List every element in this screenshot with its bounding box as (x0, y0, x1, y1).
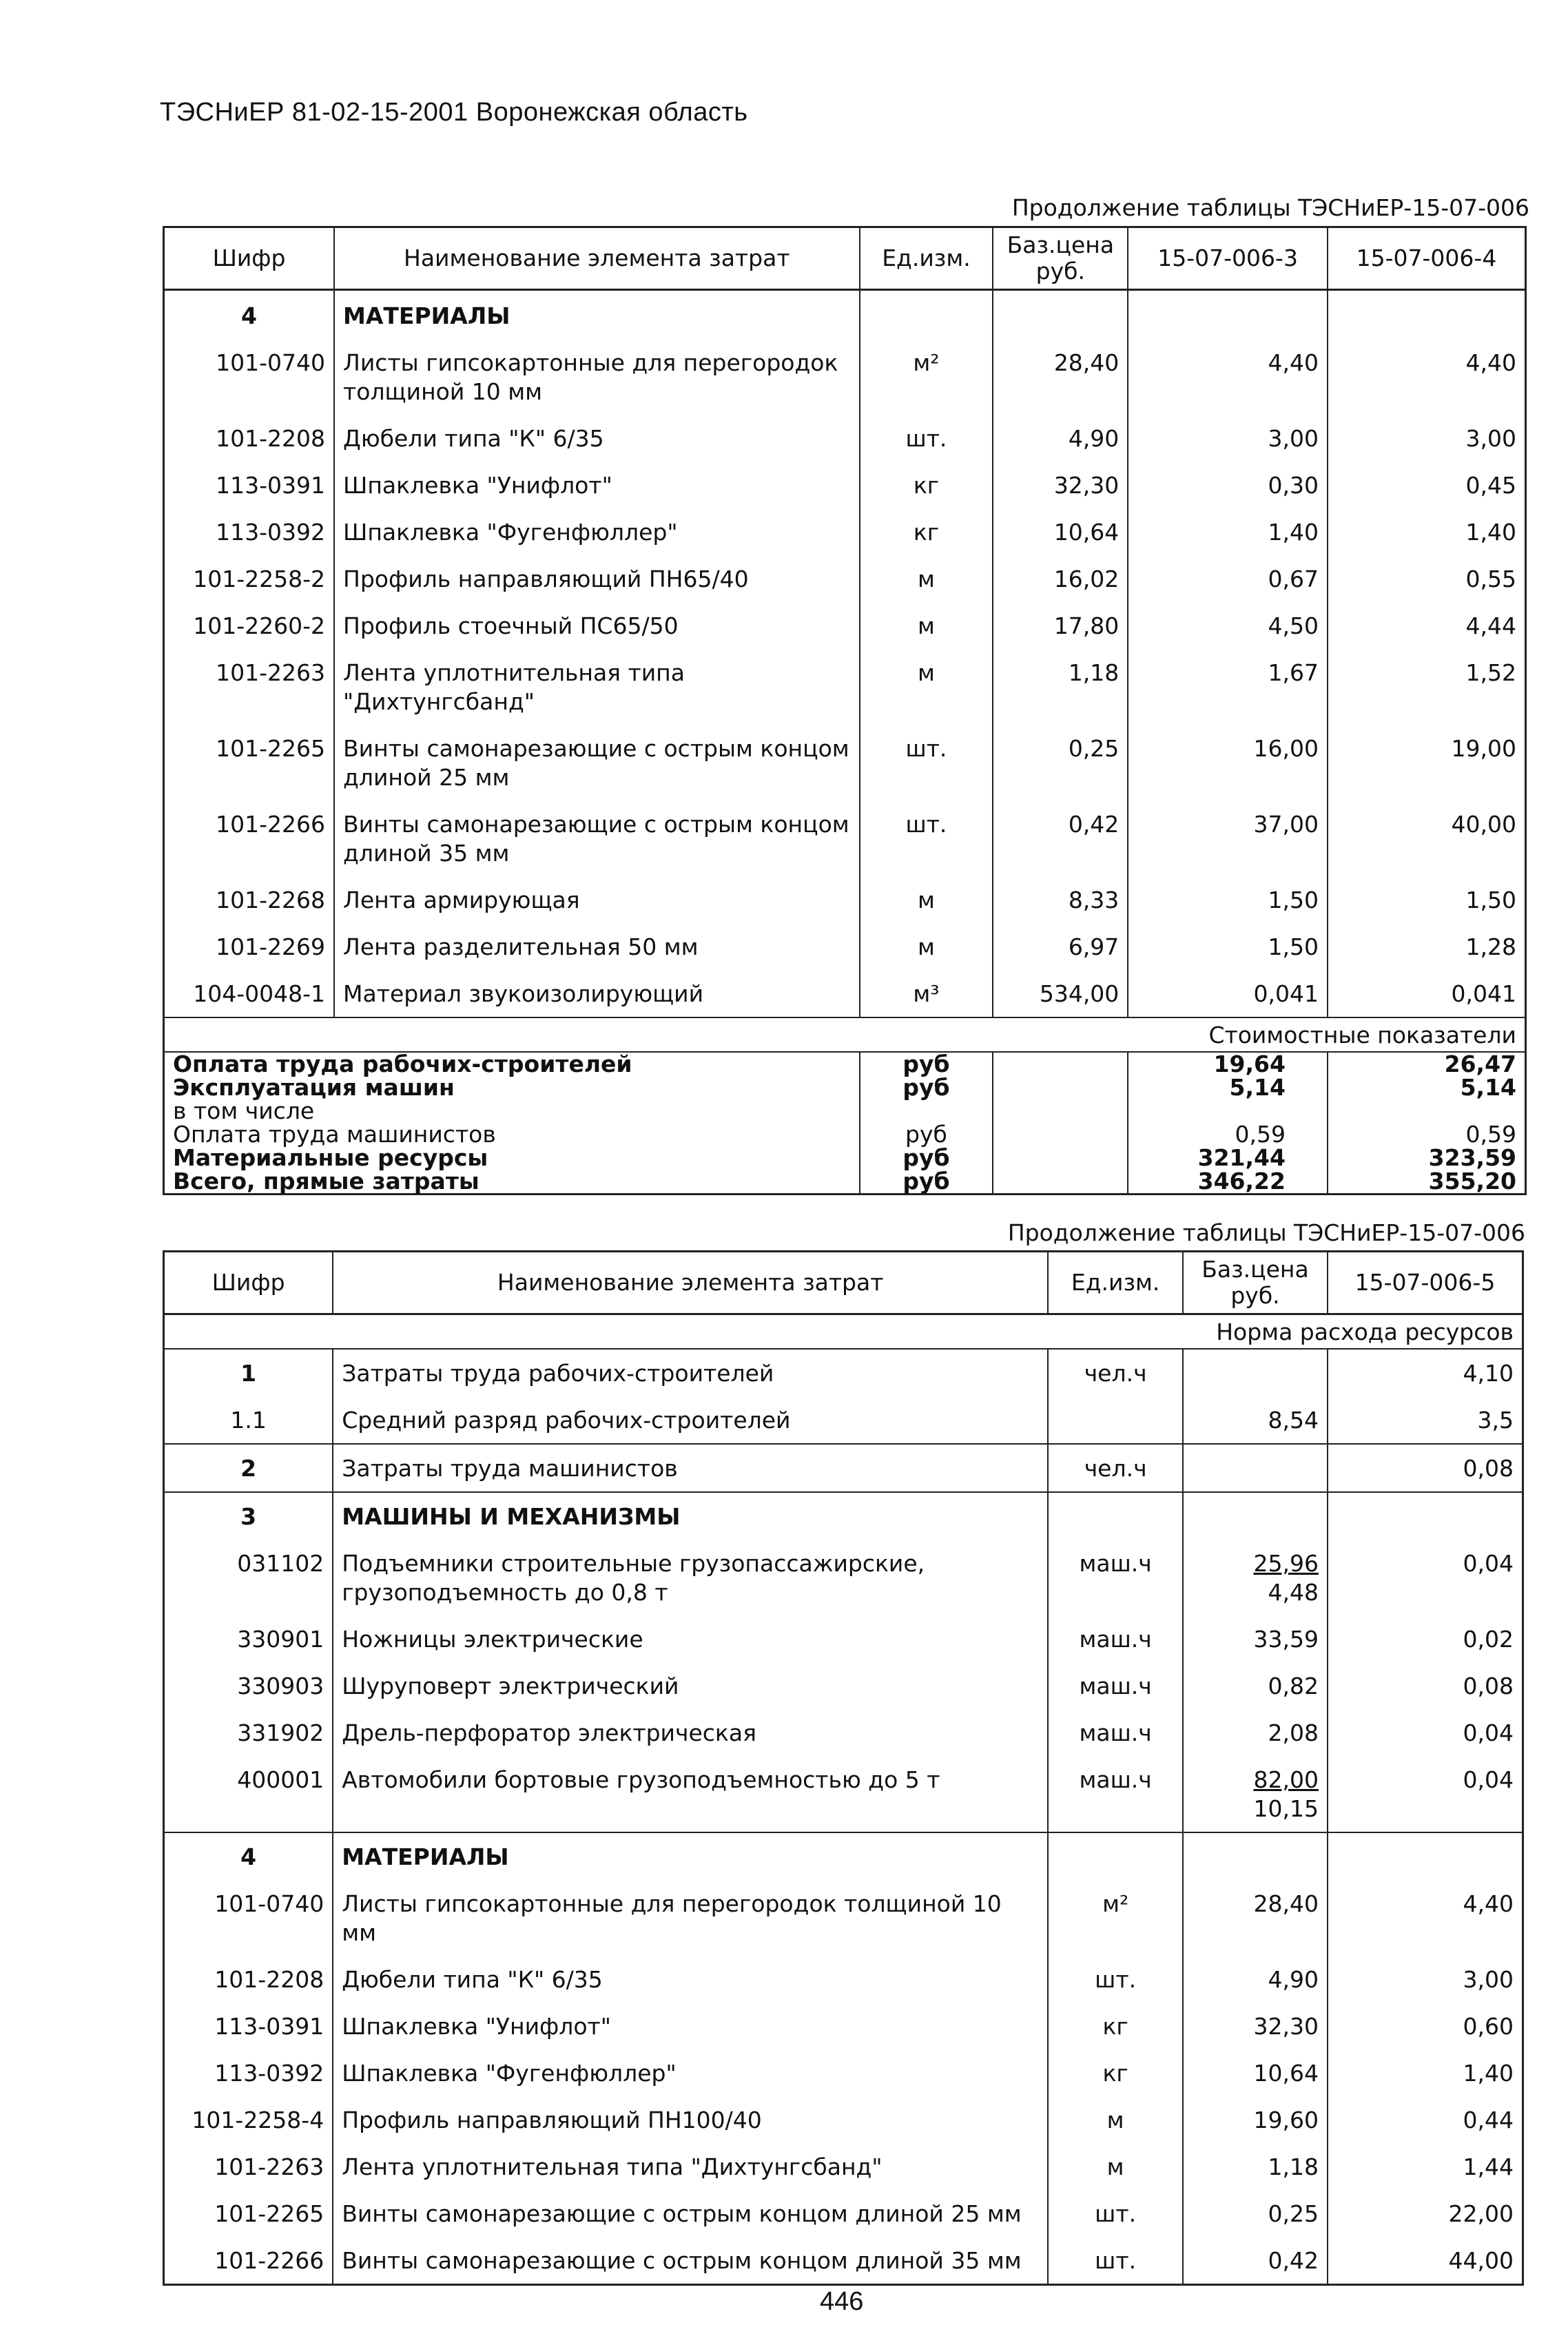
resource-unit: шт. (1048, 1956, 1183, 2003)
resource-unit: кг (1048, 2049, 1183, 2096)
col-header-price: Баз.цена руб. (1183, 1252, 1328, 1314)
value-15-07-006-5: 22,00 (1328, 2190, 1523, 2237)
document-header: ТЭСНиЕР 81-02-15-2001 Воронежская область (160, 98, 748, 127)
table-row (164, 462, 1526, 508)
cost-unit: руб (860, 1052, 993, 1076)
table-row (164, 2096, 1523, 2143)
resource-price (1183, 1444, 1328, 1492)
resource-price: 32,30 (993, 462, 1128, 508)
labor-row (164, 1349, 1523, 1396)
empty-cell (1328, 1492, 1523, 1540)
value-15-07-006-5: 0,60 (1328, 2003, 1523, 2049)
value-15-07-006-5: 4,10 (1328, 1349, 1523, 1396)
resource-unit: чел.ч (1048, 1444, 1183, 1492)
table-row (164, 1956, 1523, 2003)
operator-wage-price: 10,15 (1253, 1795, 1319, 1822)
resource-name: Затраты труда рабочих-строителей (333, 1349, 1048, 1396)
table-row (164, 555, 1526, 602)
resource-unit: м (860, 649, 993, 725)
value-15-07-006-5: 0,04 (1328, 1540, 1523, 1615)
section-title: МАШИНЫ И МЕХАНИЗМЫ (333, 1492, 1048, 1540)
resource-price-cell (1183, 1709, 1328, 1756)
cost-unit: руб (860, 1076, 993, 1099)
resource-price: 8,33 (993, 876, 1128, 923)
resource-unit: м² (860, 339, 993, 415)
resource-code: 101-2258-2 (193, 566, 326, 592)
resource-name: Дюбели типа "К" 6/35 (333, 1956, 1048, 2003)
cost-name: Оплата труда машинистов (173, 1121, 496, 1148)
section-title: МАТЕРИАЛЫ (334, 290, 860, 340)
cost-value-15-07-006-3: 0,59 (1128, 1123, 1328, 1146)
value-15-07-006-3: 1,67 (1128, 649, 1328, 725)
cost-value-15-07-006-4: 0,59 (1328, 1123, 1526, 1146)
resource-price: 4,90 (993, 415, 1128, 462)
cost-unit: руб (860, 1123, 993, 1146)
empty-cell (993, 1052, 1128, 1076)
resource-price: 0,25 (993, 725, 1128, 800)
value-15-07-006-5: 1,40 (1328, 2049, 1523, 2096)
col-header-unit: Ед.изм. (1048, 1252, 1183, 1314)
resource-code: 101-2258-4 (192, 2107, 324, 2133)
cost-header: Стоимостные показатели (164, 1017, 1526, 1052)
cost-name: Всего, прямые затраты (173, 1168, 479, 1195)
table2 (163, 1250, 1524, 2286)
operators-row (164, 1444, 1523, 1492)
table-row (164, 339, 1526, 415)
resource-price: 0,25 (1183, 2190, 1328, 2237)
resource-code: 113-0391 (216, 472, 326, 499)
resource-price-cell (1183, 1662, 1328, 1709)
resource-price: 10,64 (1183, 2049, 1328, 2096)
resource-name: Винты самонарезающие с острым концом длиной 35 мм (333, 2237, 1048, 2285)
empty-cell (1048, 1492, 1183, 1540)
resource-price: 0,82 (1268, 1673, 1319, 1699)
resource-price-cell (1183, 1540, 1328, 1615)
page-number: 446 (820, 2287, 864, 2316)
resource-price: 4,90 (1183, 1956, 1328, 2003)
cost-value-15-07-006-4: 26,47 (1328, 1052, 1526, 1076)
empty-cell (993, 290, 1128, 340)
col-header-unit: Ед.изм. (860, 227, 993, 290)
resource-unit: м² (1048, 1880, 1183, 1956)
resource-price: 32,30 (1183, 2003, 1328, 2049)
section-number: 3 (164, 1492, 333, 1540)
resource-code: 101-2263 (214, 2153, 324, 2180)
table-row (164, 1540, 1523, 1615)
resource-code: 1 (240, 1360, 257, 1387)
empty-cell (993, 1170, 1128, 1195)
section-number: 4 (241, 302, 257, 329)
value-15-07-006-5: 4,40 (1328, 1880, 1523, 1956)
resource-name: Дюбели типа "К" 6/35 (334, 415, 860, 462)
resource-name: Винты самонарезающие с острым концом длиной 35 мм (334, 800, 860, 876)
resource-code: 101-2260-2 (193, 612, 326, 639)
empty-cell (1328, 290, 1526, 340)
resource-price: 25,96 (1253, 1550, 1319, 1577)
resource-name: Шпаклевка "Фугенфюллер" (334, 508, 860, 555)
resource-price: 8,54 (1183, 1396, 1328, 1444)
resource-code: 113-0391 (214, 2013, 324, 2040)
cost-value-15-07-006-3: 19,64 (1128, 1052, 1328, 1076)
value-15-07-006-3: 0,041 (1128, 970, 1328, 1017)
resource-unit: маш.ч (1048, 1756, 1183, 1832)
resource-name: Дрель-перфоратор электрическая (333, 1709, 1048, 1756)
table-row (164, 1756, 1523, 1832)
resource-code: 101-0740 (216, 349, 326, 376)
section-number: 4 (164, 1832, 333, 1880)
resource-code: 101-2268 (216, 887, 326, 913)
cost-row (164, 1052, 1526, 1076)
section-title: МАТЕРИАЛЫ (333, 1832, 1048, 1880)
resource-unit: м (1048, 2143, 1183, 2190)
cost-row (164, 1099, 1526, 1123)
empty-cell (1328, 1832, 1523, 1880)
resource-name: Листы гипсокартонные для перегородок толщиной 10 мм (333, 1880, 1048, 1956)
value-15-07-006-3: 3,00 (1128, 415, 1328, 462)
value-15-07-006-4: 4,44 (1328, 602, 1526, 649)
resource-code: 330901 (237, 1626, 324, 1653)
table2-header-row (164, 1252, 1523, 1314)
resource-unit: шт. (860, 725, 993, 800)
value-15-07-006-5: 0,08 (1328, 1662, 1523, 1709)
cost-row (164, 1146, 1526, 1170)
table1-body (164, 290, 1526, 1195)
resource-code: 2 (164, 1444, 333, 1492)
operator-wage-price: 4,48 (1268, 1579, 1319, 1606)
resource-name: Затраты труда машинистов (333, 1444, 1048, 1492)
cost-row (164, 1076, 1526, 1099)
labor-row (164, 1396, 1523, 1444)
cost-value-15-07-006-3: 321,44 (1128, 1146, 1328, 1170)
resource-code: 113-0392 (216, 519, 326, 546)
cost-unit: руб (860, 1170, 993, 1195)
cost-row (164, 1123, 1526, 1146)
value-15-07-006-3: 1,40 (1128, 508, 1328, 555)
section-row (164, 1492, 1523, 1540)
table-row (164, 725, 1526, 800)
col-header-15-07-006-5: 15-07-006-5 (1328, 1252, 1523, 1314)
resource-code: 031102 (237, 1550, 324, 1577)
resource-unit: маш.ч (1048, 1540, 1183, 1615)
resource-unit: м (860, 555, 993, 602)
resource-code: 400001 (237, 1766, 324, 1793)
resource-name: Шуруповерт электрический (333, 1662, 1048, 1709)
value-15-07-006-5: 44,00 (1328, 2237, 1523, 2285)
table-row (164, 800, 1526, 876)
resource-price: 2,08 (1268, 1719, 1319, 1746)
table1-continuation-caption: Продолжение таблицы ТЭСНиЕР-15-07-006 (1011, 194, 1529, 221)
cost-header-row (164, 1017, 1526, 1052)
table-row (164, 970, 1526, 1017)
resource-price: 1,18 (1183, 2143, 1328, 2190)
resource-code: 101-2269 (216, 933, 326, 960)
resource-price: 17,80 (993, 602, 1128, 649)
value-15-07-006-5: 1,44 (1328, 2143, 1523, 2190)
value-15-07-006-3: 4,50 (1128, 602, 1328, 649)
empty-cell (993, 1146, 1128, 1170)
value-15-07-006-3: 0,30 (1128, 462, 1328, 508)
value-15-07-006-4: 3,00 (1328, 415, 1526, 462)
col-header-15-07-006-4: 15-07-006-4 (1328, 227, 1526, 290)
table1 (163, 226, 1527, 1195)
empty-cell (1128, 290, 1328, 340)
table-row (164, 2190, 1523, 2237)
col-header-code: Шифр (164, 1252, 333, 1314)
resource-name: Средний разряд рабочих-строителей (333, 1396, 1048, 1444)
resource-name: Шпаклевка "Унифлот" (334, 462, 860, 508)
resource-unit: кг (1048, 2003, 1183, 2049)
value-15-07-006-5: 3,5 (1328, 1396, 1523, 1444)
value-15-07-006-3: 16,00 (1128, 725, 1328, 800)
resource-code: 101-2265 (216, 735, 326, 762)
cost-value-15-07-006-4: 323,59 (1328, 1146, 1526, 1170)
section-row (164, 290, 1526, 340)
resource-price: 534,00 (993, 970, 1128, 1017)
resource-name: Шпаклевка "Унифлот" (333, 2003, 1048, 2049)
value-15-07-006-4: 19,00 (1328, 725, 1526, 800)
cost-unit (860, 1099, 993, 1123)
resource-unit: маш.ч (1048, 1662, 1183, 1709)
resource-code: 101-2265 (214, 2200, 324, 2227)
value-15-07-006-3: 1,50 (1128, 876, 1328, 923)
col-header-15-07-006-3: 15-07-006-3 (1128, 227, 1328, 290)
resource-name: Профиль направляющий ПН65/40 (334, 555, 860, 602)
empty-cell (1183, 1832, 1328, 1880)
resource-name: Лента уплотнительная типа "Дихтунгсбанд" (333, 2143, 1048, 2190)
cost-value-15-07-006-3: 346,22 (1128, 1170, 1328, 1195)
resource-unit: м³ (860, 970, 993, 1017)
value-15-07-006-4: 1,40 (1328, 508, 1526, 555)
resource-unit: кг (860, 508, 993, 555)
table-row (164, 602, 1526, 649)
value-15-07-006-5: 0,04 (1328, 1756, 1523, 1832)
table-row (164, 876, 1526, 923)
value-15-07-006-3: 4,40 (1128, 339, 1328, 415)
resource-name: Листы гипсокартонные для перегородок толщиной 10 мм (334, 339, 860, 415)
resource-name: Профиль стоечный ПС65/50 (334, 602, 860, 649)
resource-price (1183, 1349, 1328, 1396)
resource-price: 10,64 (993, 508, 1128, 555)
resource-name: Шпаклевка "Фугенфюллер" (333, 2049, 1048, 2096)
resource-unit: м (860, 923, 993, 970)
resource-price-cell (1183, 1756, 1328, 1832)
resource-price: 1,18 (993, 649, 1128, 725)
resource-price: 33,59 (1253, 1626, 1319, 1653)
value-15-07-006-3: 1,50 (1128, 923, 1328, 970)
cost-name: Эксплуатация машин (173, 1074, 455, 1101)
table2-body (164, 1314, 1523, 2285)
resource-code: 101-2208 (214, 1966, 324, 1993)
resource-name: Ножницы электрические (333, 1615, 1048, 1662)
cost-value-15-07-006-4: 5,14 (1328, 1076, 1526, 1099)
norm-header-row (164, 1314, 1523, 1350)
resource-code: 104-0048-1 (193, 980, 326, 1007)
resource-price: 0,42 (1183, 2237, 1328, 2285)
empty-cell (1048, 1832, 1183, 1880)
resource-price: 28,40 (993, 339, 1128, 415)
table-row (164, 649, 1526, 725)
resource-code: 101-2263 (216, 659, 326, 686)
value-15-07-006-4: 0,55 (1328, 555, 1526, 602)
table-row (164, 508, 1526, 555)
cost-row (164, 1170, 1526, 1195)
resource-name: Винты самонарезающие с острым концом длиной 25 мм (333, 2190, 1048, 2237)
table1-header-row (164, 227, 1526, 290)
resource-price: 19,60 (1183, 2096, 1328, 2143)
table-row (164, 1615, 1523, 1662)
value-15-07-006-5: 3,00 (1328, 1956, 1523, 2003)
section-row (164, 1832, 1523, 1880)
value-15-07-006-4: 40,00 (1328, 800, 1526, 876)
cost-value-15-07-006-4: 355,20 (1328, 1170, 1526, 1195)
cost-name: в том числе (173, 1097, 315, 1124)
table-row (164, 2143, 1523, 2190)
empty-cell (993, 1076, 1128, 1099)
value-15-07-006-4: 0,041 (1328, 970, 1526, 1017)
cost-value-15-07-006-3: 5,14 (1128, 1076, 1328, 1099)
resource-code: 1.1 (230, 1407, 267, 1434)
resource-code: 330903 (237, 1673, 324, 1699)
resource-code: 101-2208 (216, 425, 326, 452)
resource-unit: шт. (860, 800, 993, 876)
resource-unit: м (860, 876, 993, 923)
empty-cell (993, 1099, 1128, 1123)
col-header-price: Баз.цена руб. (993, 227, 1128, 290)
resource-code: 101-2266 (216, 811, 326, 838)
value-15-07-006-4: 0,45 (1328, 462, 1526, 508)
resource-unit: маш.ч (1048, 1709, 1183, 1756)
resource-unit: шт. (1048, 2237, 1183, 2285)
resource-unit: чел.ч (1048, 1349, 1183, 1396)
resource-name: Лента армирующая (334, 876, 860, 923)
norm-header: Норма расхода ресурсов (164, 1314, 1523, 1350)
resource-code: 101-2266 (214, 2247, 324, 2274)
table2-continuation-caption: Продолжение таблицы ТЭСНиЕР-15-07-006 (1007, 1219, 1525, 1246)
resource-code: 101-0740 (214, 1890, 324, 1917)
table-row (164, 2003, 1523, 2049)
cost-name: Материальные ресурсы (173, 1144, 488, 1171)
table-row (164, 2049, 1523, 2096)
resource-price-cell (1183, 1615, 1328, 1662)
table-row (164, 1709, 1523, 1756)
resource-name: Профиль направляющий ПН100/40 (333, 2096, 1048, 2143)
resource-code: 331902 (237, 1719, 324, 1746)
value-15-07-006-4: 1,52 (1328, 649, 1526, 725)
resource-unit: маш.ч (1048, 1615, 1183, 1662)
resource-price: 28,40 (1183, 1880, 1328, 1956)
table-row (164, 415, 1526, 462)
col-header-name: Наименование элемента затрат (334, 227, 860, 290)
resource-name: Лента уплотнительная типа "Дихтунгсбанд" (334, 649, 860, 725)
table-row (164, 2237, 1523, 2285)
resource-unit: м (1048, 2096, 1183, 2143)
col-header-code: Шифр (164, 227, 335, 290)
empty-cell (993, 1123, 1128, 1146)
value-15-07-006-4: 4,40 (1328, 339, 1526, 415)
resource-name: Винты самонарезающие с острым концом длиной 25 мм (334, 725, 860, 800)
resource-unit: м (860, 602, 993, 649)
cost-name: Оплата труда рабочих-строителей (173, 1051, 632, 1077)
value-15-07-006-5: 0,04 (1328, 1709, 1523, 1756)
value-15-07-006-5: 0,44 (1328, 2096, 1523, 2143)
resource-name: Подъемники строительные грузопассажирские, грузоподъемность до 0,8 т (333, 1540, 1048, 1615)
value-15-07-006-4: 1,50 (1328, 876, 1526, 923)
table-row (164, 1880, 1523, 1956)
cost-unit: руб (860, 1146, 993, 1170)
table-row (164, 923, 1526, 970)
resource-price: 0,42 (993, 800, 1128, 876)
resource-unit: шт. (860, 415, 993, 462)
resource-unit (1048, 1396, 1183, 1444)
resource-name: Лента разделительная 50 мм (334, 923, 860, 970)
value-15-07-006-4: 1,28 (1328, 923, 1526, 970)
value-15-07-006-5: 0,08 (1328, 1444, 1523, 1492)
empty-cell (1183, 1492, 1328, 1540)
value-15-07-006-3: 0,67 (1128, 555, 1328, 602)
resource-unit: шт. (1048, 2190, 1183, 2237)
resource-name: Автомобили бортовые грузоподъемностью до 5 т (333, 1756, 1048, 1832)
empty-cell (860, 290, 993, 340)
col-header-name: Наименование элемента затрат (333, 1252, 1048, 1314)
resource-name: Материал звукоизолирующий (334, 970, 860, 1017)
value-15-07-006-3: 37,00 (1128, 800, 1328, 876)
cost-value-15-07-006-3 (1128, 1099, 1328, 1123)
resource-price: 82,00 (1253, 1766, 1319, 1793)
cost-value-15-07-006-4 (1328, 1099, 1526, 1123)
table-row (164, 1662, 1523, 1709)
value-15-07-006-5: 0,02 (1328, 1615, 1523, 1662)
resource-price: 16,02 (993, 555, 1128, 602)
resource-code: 113-0392 (214, 2060, 324, 2087)
resource-price: 6,97 (993, 923, 1128, 970)
resource-unit: кг (860, 462, 993, 508)
